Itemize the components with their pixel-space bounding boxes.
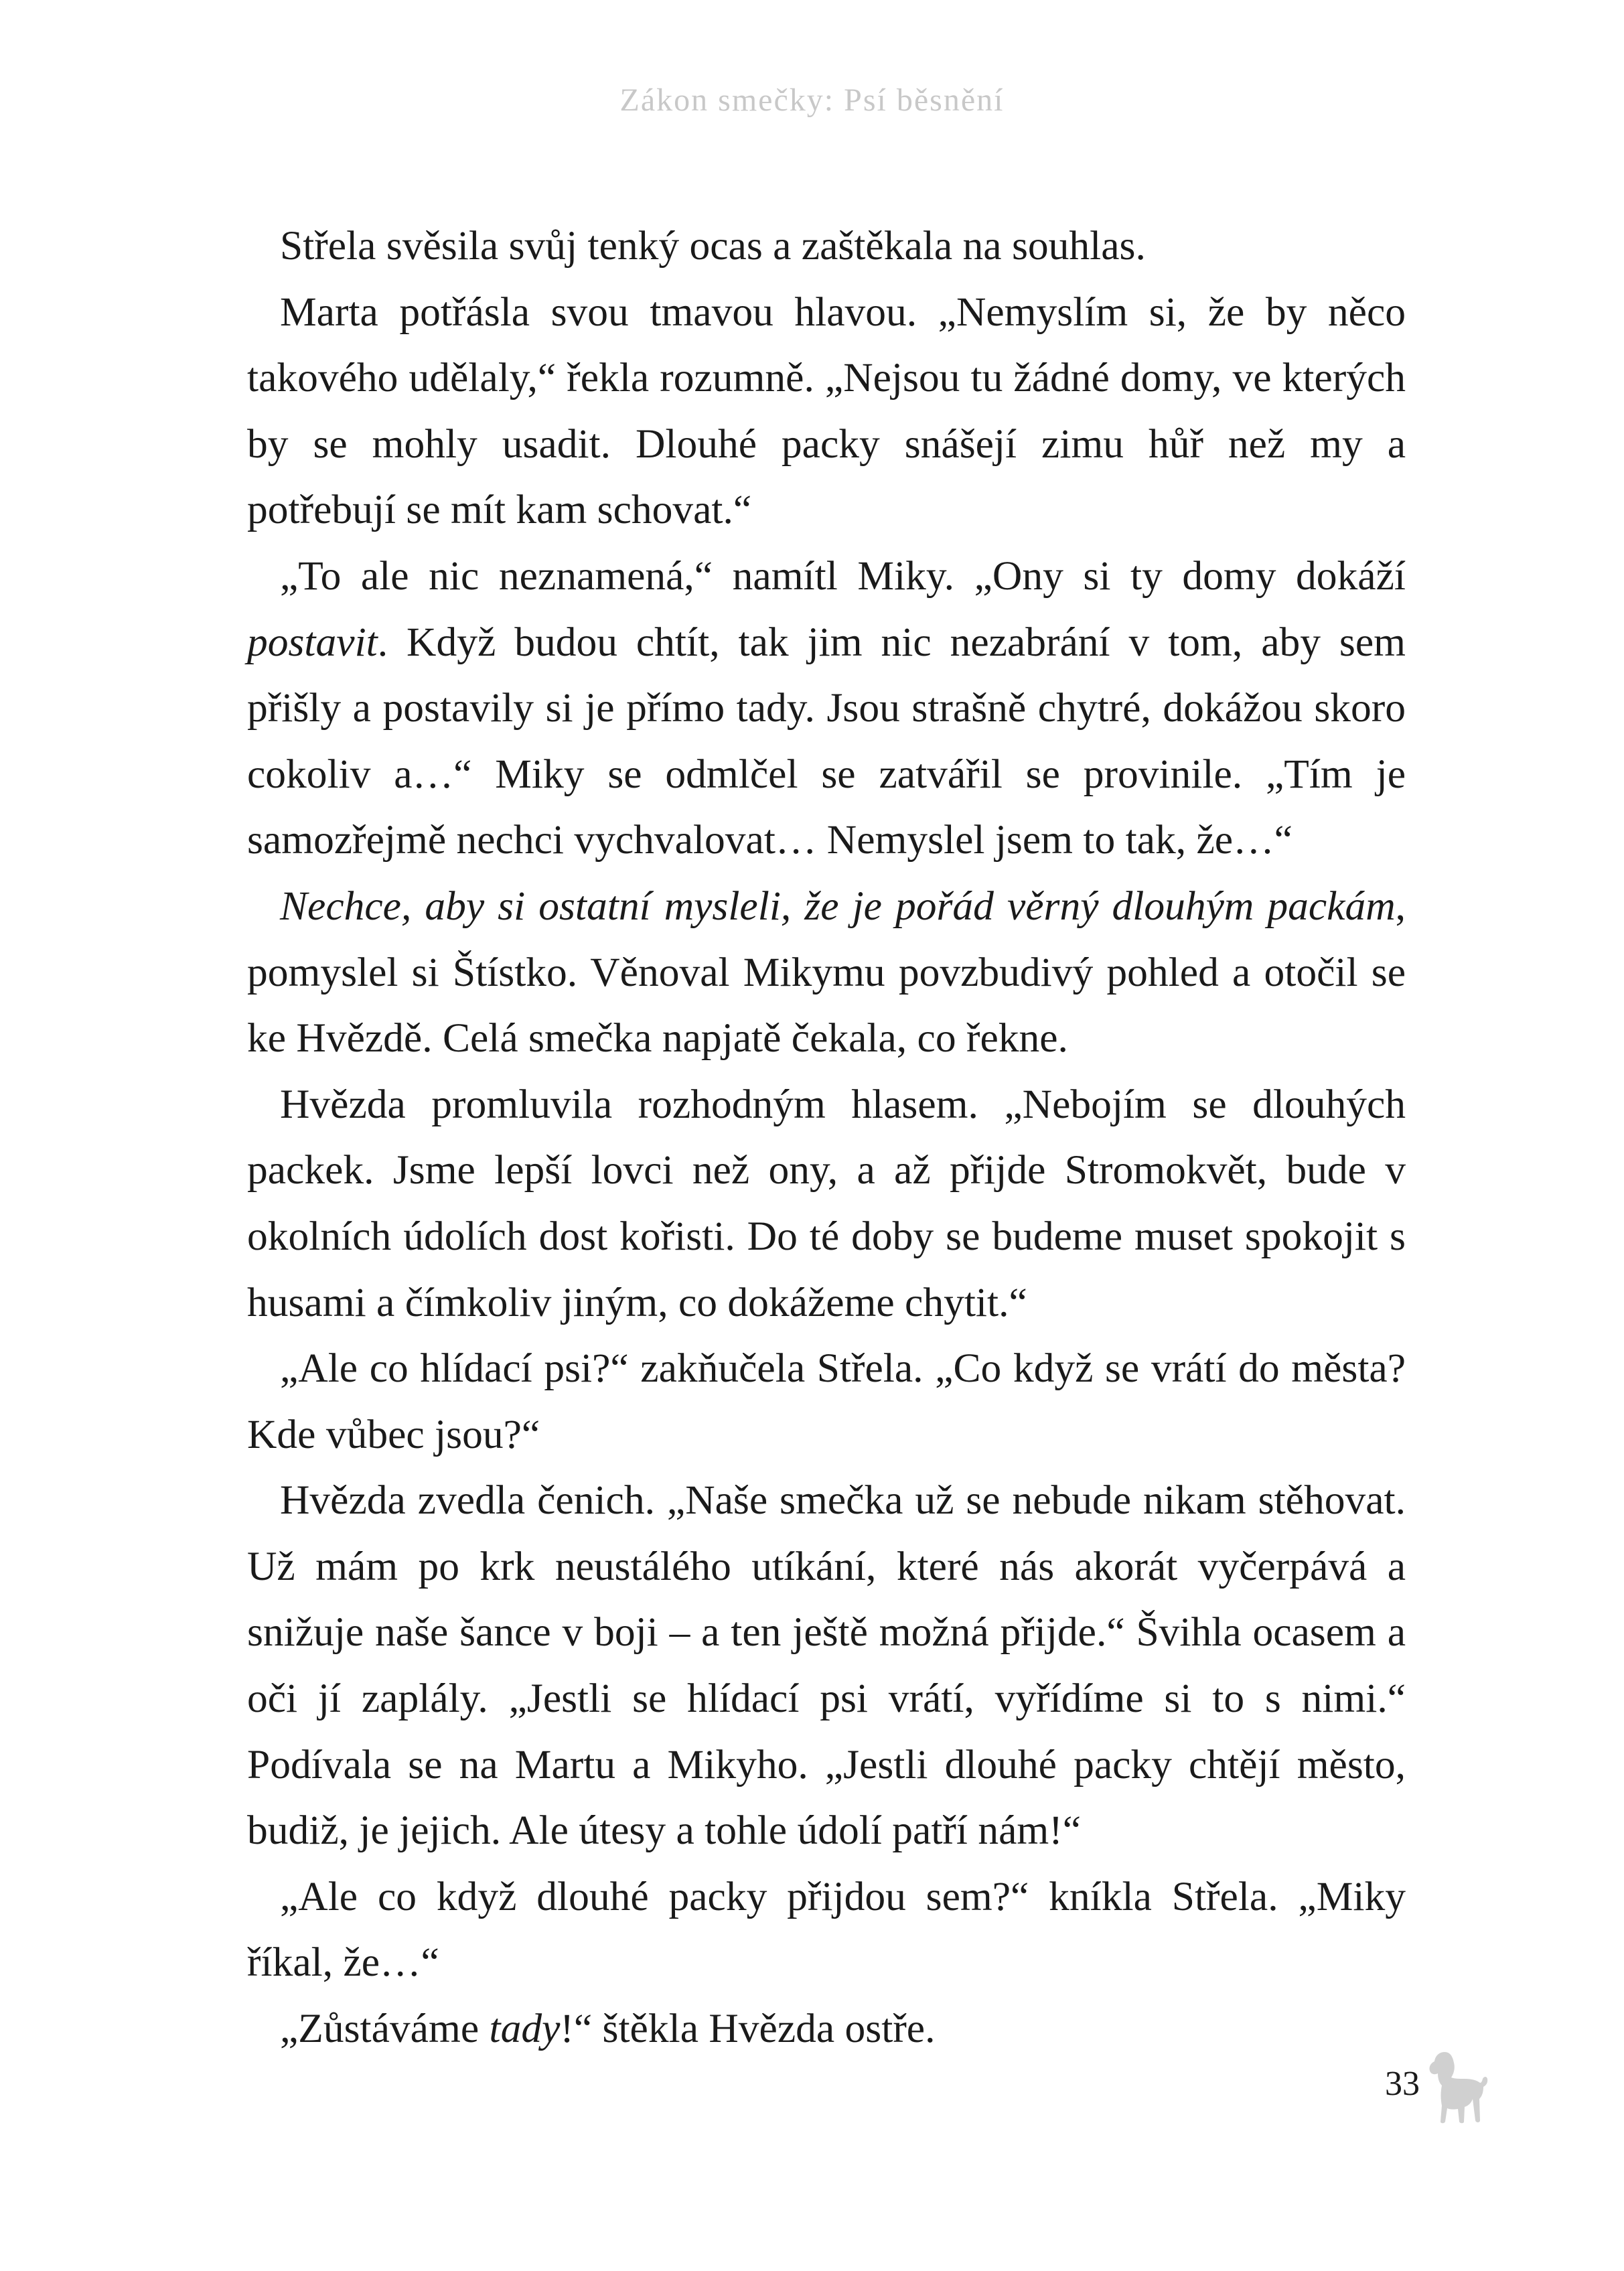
- italic-run: postavit: [247, 619, 378, 665]
- text-run: Hvězda promluvila rozhodným hlasem. „Nebojím se dlouhých packek. Jsme lepší lovci než ony, a až přijde Stromokvět, bude v okolních údolích dost kořisti. Do té doby se budeme muset spokojit s husami a čímkoliv jiným, co dokážeme chytit.“: [247, 1081, 1406, 1325]
- running-head: Zákon smečky: Psí běsnění: [619, 82, 1005, 118]
- italic-run: tady: [489, 2006, 561, 2052]
- text-run: „Ale co když dlouhé packy přijdou sem?“ kníkla Střela. „Miky říkal, že…“: [247, 1873, 1406, 1986]
- paragraph: [247, 1467, 1406, 1864]
- paragraph: [247, 1864, 1406, 1996]
- text-run: „Zůstáváme: [280, 2006, 490, 2052]
- text-run: Hvězda zvedla čenich. „Naše smečka už se nebude nikam stěhovat. Už mám po krk neustálého utíkání, které nás akorát vyčerpává a snižuje naše šance v boji – a ten ještě možná přijde.“ Švihla ocasem a oči jí zaplály. „Jestli se hlídací psi vrátí, vyřídíme si to s nimi.“ Podívala se na Martu a Mikyho. „Jestli dlouhé packy chtějí město, budiž, je jejich. Ale útesy a tohle údolí patří nám!“: [247, 1477, 1406, 1854]
- body-text: [247, 213, 1406, 2062]
- text-run: „To ale nic neznamená,“ namítl Miky. „Ony si ty domy dokáží: [280, 553, 1406, 599]
- paragraph: [247, 1335, 1406, 1467]
- paragraph: [247, 1996, 1406, 2062]
- paragraph: [247, 279, 1406, 543]
- paragraph: [247, 873, 1406, 1072]
- text-run: Střela svěsila svůj tenký ocas a zaštěkala na souhlas.: [280, 223, 1146, 269]
- paragraph: [247, 1072, 1406, 1335]
- paragraph: [247, 543, 1406, 873]
- italic-run: Nechce, aby si ostatní mysleli, že je pořád věrný dlouhým packám: [280, 883, 1396, 929]
- text-run: , pomyslel si Štístko. Věnoval Mikymu povzbudivý pohled a otočil se ke Hvězdě. Celá smečka napjatě čekala, co řekne.: [247, 883, 1406, 1061]
- paragraph: [247, 213, 1406, 279]
- text-run: Marta potřásla svou tmavou hlavou. „Nemyslím si, že by něco takového udělaly,“ řekla rozumně. „Nejsou tu žádné domy, ve kterých by se mohly usadit. Dlouhé packy snášejí zimu hůř než my a potřebují se mít kam schovat.“: [247, 289, 1406, 533]
- dog-icon: [1424, 2048, 1490, 2126]
- page-number: 33: [1385, 2065, 1420, 2103]
- text-run: „Ale co hlídací psi?“ zakňučela Střela. „Co když se vrátí do města? Kde vůbec jsou?“: [247, 1345, 1406, 1457]
- text-run: . Když budou chtít, tak jim nic nezabrání v tom, aby sem přišly a postavily si je přímo tady. Jsou strašně chytré, dokážou skoro cokoliv a…“ Miky se odmlčel se zatvářil se provinile. „Tím je samozřejmě nechci vychvalovat… Nemyslel jsem to tak, že…“: [247, 619, 1406, 863]
- text-run: !“ štěkla Hvězda ostře.: [560, 2006, 936, 2052]
